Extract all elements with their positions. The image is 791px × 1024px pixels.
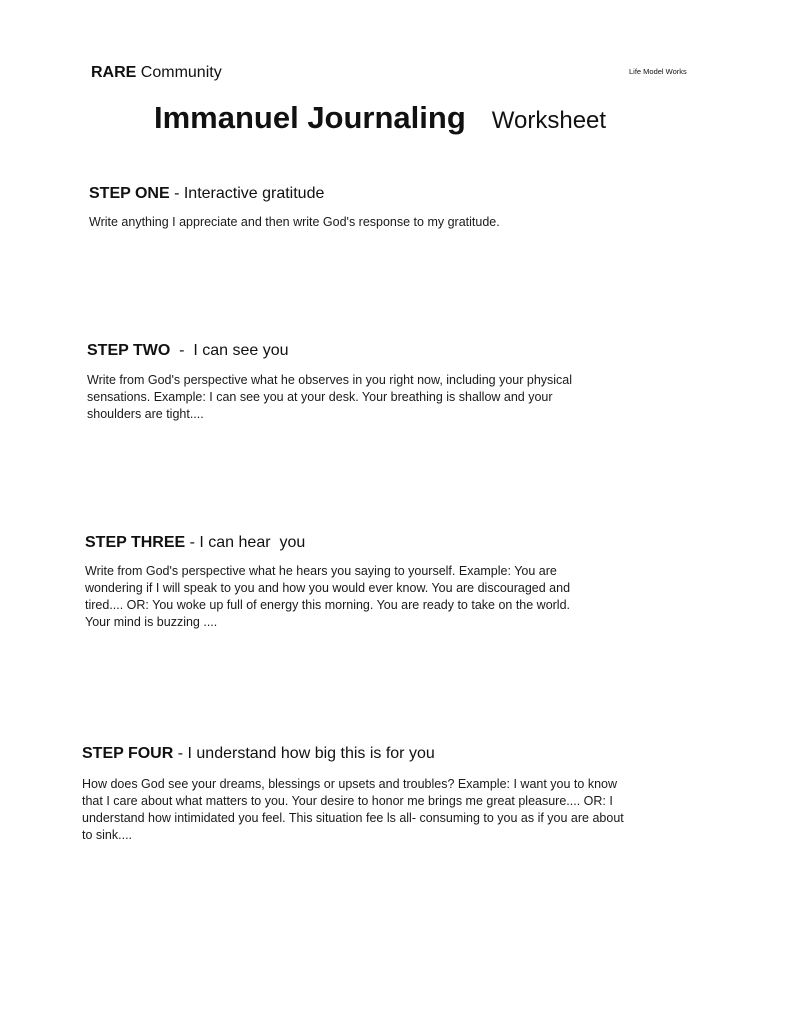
instruction-line: to sink.... xyxy=(82,828,133,842)
step-four-separator: - xyxy=(173,745,188,762)
step-one-instructions xyxy=(89,214,609,231)
document-title xyxy=(154,100,606,136)
step-two-heading xyxy=(87,342,289,360)
step-one-label: STEP ONE xyxy=(89,185,170,202)
instruction-line: Write from God's perspective what he observes in you right now, including your physical xyxy=(87,373,573,387)
step-one-name: Interactive gratitude xyxy=(183,185,325,202)
organization-name-bold: RARE xyxy=(91,64,137,81)
instruction-line: Your mind is buzzing .... xyxy=(85,615,218,629)
publisher-mark: Life Model Works xyxy=(629,67,687,76)
instruction-line: Write anything I appreciate and then write God's response to my gratitude. xyxy=(89,215,500,229)
step-three-instructions xyxy=(85,563,660,631)
organization-name xyxy=(91,64,222,82)
instruction-line: understand how intimidated you feel. This situation fee ls all- consuming to you as if you are about xyxy=(82,811,624,825)
instruction-line: wondering if I will speak to you and how you would ever know. You are discouraged and xyxy=(85,581,571,595)
step-two-label: STEP TWO xyxy=(87,342,171,359)
instruction-line: sensations. Example: I can see you at your desk. Your breathing is shallow and your xyxy=(87,390,553,404)
step-one-separator: - xyxy=(169,185,184,202)
step-two-separator: - xyxy=(170,342,194,359)
document-title-main: Immanuel Journaling xyxy=(154,100,466,135)
step-four-heading xyxy=(82,745,435,763)
step-four-name: I understand how big this is for you xyxy=(187,745,435,762)
step-three-name: I can hear you xyxy=(199,534,306,551)
step-three-heading xyxy=(85,534,305,552)
step-three-separator: - xyxy=(185,534,200,551)
step-four-label: STEP FOUR xyxy=(82,745,174,762)
instruction-line: that I care about what matters to you. Your desire to honor me brings me great pleasure.... OR: I xyxy=(82,794,613,808)
instruction-line: How does God see your dreams, blessings or upsets and troubles? Example: I want you to know xyxy=(82,777,618,791)
step-one-heading xyxy=(89,185,324,203)
instruction-line: Write from God's perspective what he hears you saying to yourself. Example: You are xyxy=(85,564,557,578)
step-two-instructions xyxy=(87,372,647,423)
document-title-sub: Worksheet xyxy=(491,107,607,134)
step-four-instructions xyxy=(82,776,722,844)
step-three-label: STEP THREE xyxy=(85,534,186,551)
step-two-name: I can see you xyxy=(193,342,289,359)
organization-name-rest: Community xyxy=(140,64,222,81)
instruction-line: shoulders are tight.... xyxy=(87,407,204,421)
instruction-line: tired.... OR: You woke up full of energy this morning. You are ready to take on the world. xyxy=(85,598,571,612)
